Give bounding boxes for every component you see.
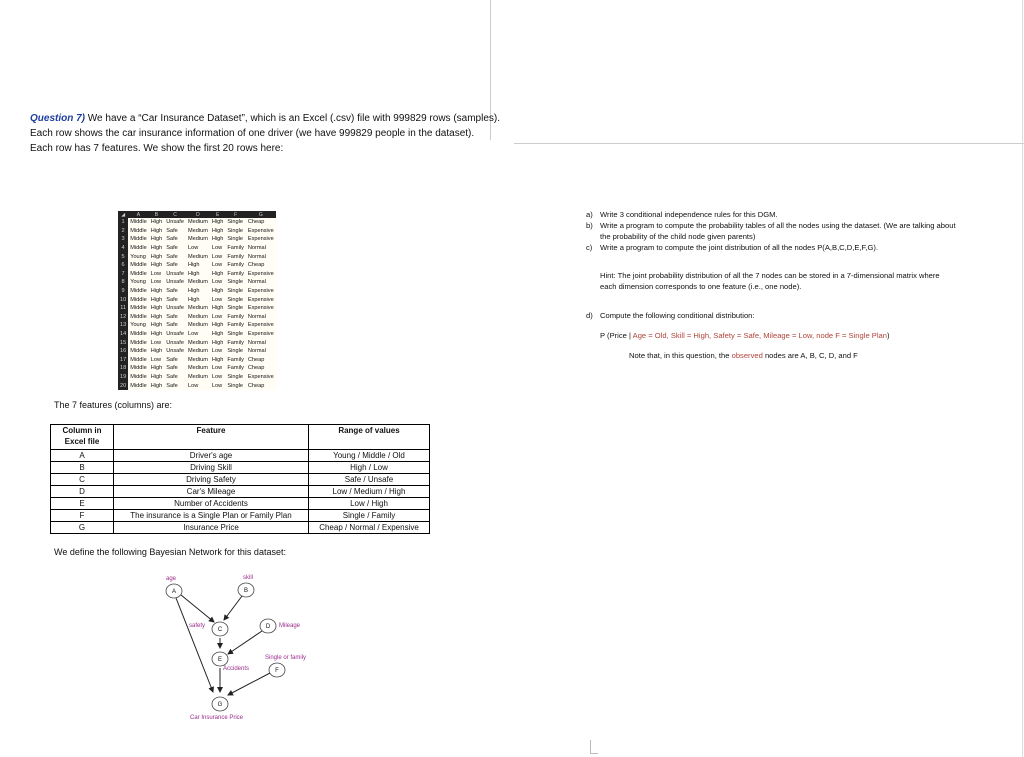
column-header: D [186, 211, 210, 218]
table-row [118, 270, 276, 279]
cell: High [150, 288, 163, 295]
cell: High [211, 236, 224, 243]
cell: High [187, 296, 200, 303]
cell: High [187, 262, 200, 269]
table-row [118, 235, 276, 244]
cell: Single [227, 373, 243, 380]
row-number: 3 [118, 235, 128, 244]
cell: Middle [130, 382, 147, 389]
row-number: 14 [120, 331, 127, 338]
cell: Single [227, 331, 243, 338]
cell: Young [130, 253, 146, 260]
cell: Low [150, 339, 161, 346]
cell: Unsafe [166, 279, 184, 286]
cell: Family [227, 245, 244, 252]
cell: High [211, 227, 224, 234]
table-row [118, 313, 276, 322]
cell: C [51, 474, 114, 486]
cell: Middle [130, 236, 147, 243]
table-row [118, 218, 276, 227]
row-number: 6 [118, 261, 128, 270]
features-table [50, 424, 430, 534]
cell: F [51, 510, 114, 522]
item-label: b) [586, 221, 593, 230]
cell: Family [227, 270, 244, 277]
cell: Low [211, 373, 223, 380]
column-header: Feature [114, 425, 309, 450]
edge-a-c [181, 595, 214, 622]
cell: Medium [187, 373, 208, 380]
cell: Family [227, 365, 244, 372]
column-header: B [149, 211, 165, 218]
cell: High / Low [309, 462, 430, 474]
table-row [118, 278, 276, 287]
row-number: 8 [118, 278, 128, 287]
cell: High [211, 356, 224, 363]
cell: Safe [166, 262, 178, 269]
cell: Medium [187, 339, 208, 346]
cell: Cheap [247, 382, 265, 389]
cell: Safe [166, 253, 178, 260]
cell: High [211, 305, 224, 312]
cell: High [150, 296, 163, 303]
cell: Middle [130, 227, 147, 234]
cell: Single [227, 219, 243, 226]
cell: Unsafe [166, 270, 184, 277]
single-family-label: Single or family [265, 655, 307, 661]
row-number: 17 [120, 356, 127, 363]
cell: Middle [130, 339, 147, 346]
cell: High [150, 245, 163, 252]
cell: Low [211, 262, 223, 269]
corner-mark [590, 753, 598, 754]
cell: Medium [187, 322, 208, 329]
cell: Medium [187, 305, 208, 312]
table-row [118, 244, 276, 253]
corner-mark [590, 740, 591, 754]
cell: Family [227, 356, 244, 363]
table-row [51, 474, 430, 486]
cell: Low / High [309, 498, 430, 510]
node-e-label: E [217, 657, 223, 663]
table-row [118, 321, 276, 330]
row-number: 2 [118, 227, 128, 236]
row-number: 20 [120, 382, 127, 389]
cell: Expensive [247, 322, 274, 329]
cell: Expensive [247, 373, 274, 380]
cell: Expensive [247, 227, 274, 234]
cell: Middle [130, 313, 147, 320]
row-number: 4 [118, 244, 128, 253]
cell: Medium [187, 313, 208, 320]
cell: High [187, 270, 200, 277]
price-label: Car Insurance Price [190, 715, 244, 721]
cell: E [51, 498, 114, 510]
table-row [51, 498, 430, 510]
cell: Family [227, 313, 244, 320]
cell: Medium [187, 279, 208, 286]
table-row [51, 510, 430, 522]
cell: Safe [166, 313, 178, 320]
cell: High [150, 322, 163, 329]
node-b-label: B [243, 588, 249, 594]
cell: High [150, 331, 163, 338]
cell: Single [227, 348, 243, 355]
cell: Safe [166, 365, 178, 372]
table-row [118, 227, 276, 236]
accidents-label: Accidents [223, 666, 250, 672]
cell: Cheap [247, 219, 265, 226]
cell: Low [211, 382, 223, 389]
cell: D [51, 486, 114, 498]
row-number: 11 [118, 304, 128, 313]
question-d: Compute the following conditional distribution: [600, 311, 755, 320]
cell: Expensive [247, 288, 274, 295]
cell: Single [227, 279, 243, 286]
row-number: 16 [120, 348, 127, 355]
cell: Low [211, 365, 223, 372]
cell: Low [211, 313, 223, 320]
question-a: Write 3 conditional independence rules for this DGM. [600, 210, 778, 219]
cell: High [150, 236, 163, 243]
cell: Cheap [247, 365, 265, 372]
cell: Young [130, 279, 146, 286]
cell: Single [227, 227, 243, 234]
cell: Normal [247, 339, 266, 346]
table-row [118, 295, 276, 304]
cell: Unsafe [166, 339, 184, 346]
cell: Middle [130, 245, 147, 252]
cell: Family [227, 262, 244, 269]
cell: Safe [166, 373, 178, 380]
cell: Low [150, 279, 161, 286]
cell: Safe [166, 245, 178, 252]
cell: High [150, 253, 163, 260]
cell: Cheap [247, 356, 265, 363]
cell: High [211, 339, 224, 346]
cell: Middle [130, 262, 147, 269]
page-edge [1022, 0, 1023, 757]
cell: High [211, 270, 224, 277]
mileage-label: Mileage [279, 623, 301, 629]
table-row [51, 462, 430, 474]
cell: Medium [187, 236, 208, 243]
cell: Family [227, 322, 244, 329]
intro-line: Each row has 7 features. We show the first 20 rows here: [30, 143, 284, 154]
cell: Number of Accidents [114, 498, 309, 510]
cell: Medium [187, 219, 208, 226]
cell: Expensive [247, 270, 274, 277]
cell: Middle [130, 270, 147, 277]
cell: Car's Mileage [114, 486, 309, 498]
cell: Medium [187, 253, 208, 260]
column-header: A [128, 211, 148, 218]
cell: High [211, 322, 224, 329]
column-header: Column in Excel file [51, 425, 114, 450]
cell: Low / Medium / High [309, 486, 430, 498]
cell: Driving Skill [114, 462, 309, 474]
questions-panel [586, 209, 956, 361]
question-c: Write a program to compute the joint distribution of all the nodes P(A,B,C,D,E,F,G). [600, 243, 878, 252]
cell: Medium [187, 227, 208, 234]
cell: High [150, 227, 163, 234]
features-caption: The 7 features (columns) are: [54, 400, 173, 410]
cell: Safe [166, 288, 178, 295]
table-row [118, 330, 276, 339]
cell: Young / Middle / Old [309, 450, 430, 462]
column-header: Range of values [309, 425, 430, 450]
corner-cell: ◢ [118, 211, 128, 218]
cell: Middle [130, 219, 147, 226]
cell: Low [211, 253, 223, 260]
item-label: c) [586, 243, 593, 252]
cell: High [187, 288, 200, 295]
cell: Unsafe [166, 305, 184, 312]
cell: Single [227, 296, 243, 303]
cell: High [150, 382, 163, 389]
node-g-label: G [217, 702, 223, 708]
cell: Unsafe [166, 348, 184, 355]
cell: Middle [130, 356, 147, 363]
cell: Normal [247, 245, 266, 252]
cell: Low [211, 279, 223, 286]
cell: Expensive [247, 236, 274, 243]
cell: Middle [130, 365, 147, 372]
cell: Safe / Unsafe [309, 474, 430, 486]
cell: Safe [166, 356, 178, 363]
table-row [118, 373, 276, 382]
question-label: Question 7) [30, 113, 86, 124]
table-row [118, 338, 276, 347]
cell: Low [150, 356, 161, 363]
bayesian-network-diagram [150, 570, 330, 730]
table-row [118, 287, 276, 296]
cell: Medium [187, 348, 208, 355]
edge-f-g [228, 673, 270, 695]
cell: Middle [130, 296, 147, 303]
column-header: C [164, 211, 186, 218]
table-row [51, 522, 430, 534]
cell: Insurance Price [114, 522, 309, 534]
cell: Single [227, 288, 243, 295]
cell: Middle [130, 288, 147, 295]
cell: B [51, 462, 114, 474]
question-intro [30, 111, 510, 156]
cell: Single [227, 382, 243, 389]
cell: High [150, 313, 163, 320]
cell: Single [227, 236, 243, 243]
cell: Expensive [247, 305, 274, 312]
header-row [118, 211, 276, 218]
cell: High [211, 288, 224, 295]
column-header: E [210, 211, 226, 218]
cell: High [150, 373, 163, 380]
cell: Expensive [247, 331, 274, 338]
age-label: age [166, 576, 177, 582]
cell: Cheap / Normal / Expensive [309, 522, 430, 534]
cell: Driver's age [114, 450, 309, 462]
cell: Low [211, 245, 223, 252]
cell: Safe [166, 296, 178, 303]
cell: Driving Safety [114, 474, 309, 486]
row-number: 13 [120, 322, 127, 329]
cell: Normal [247, 313, 266, 320]
cell: Safe [166, 382, 178, 389]
skill-label: skill [243, 575, 253, 581]
cell: Normal [247, 253, 266, 260]
cell: Low [187, 331, 199, 338]
edge-b-c [224, 596, 242, 620]
edge-a-g [176, 598, 213, 692]
cell: Medium [187, 356, 208, 363]
cell: Normal [247, 348, 266, 355]
row-number: 5 [118, 252, 128, 261]
cell: The insurance is a Single Plan or Family Plan [114, 510, 309, 522]
cell: High [211, 331, 224, 338]
item-label: a) [586, 210, 593, 219]
cell: Medium [187, 365, 208, 372]
node-d-label: D [265, 624, 271, 630]
observed-note: Note that, in this question, the observed nodes are A, B, C, D, and F [629, 351, 858, 360]
cell: Middle [130, 305, 147, 312]
table-row [118, 261, 276, 270]
cell: A [51, 450, 114, 462]
divider-horizontal [514, 143, 1024, 144]
cell: High [150, 219, 163, 226]
cell: High [150, 305, 163, 312]
cell: Family [227, 339, 244, 346]
cell: Single / Family [309, 510, 430, 522]
row-number: 19 [120, 373, 127, 380]
cell: Low [150, 270, 161, 277]
table-row [118, 364, 276, 373]
cell: Middle [130, 348, 147, 355]
formula: P (Price | Age = Old, Skill = High, Safety = Safe, Mileage = Low, node F = Single Plan) [600, 331, 890, 340]
cell: Safe [166, 227, 178, 234]
question-b: Write a program to compute the probability tables of all the nodes using the dataset. (We are talking about the probability of the child node given parents) [600, 221, 956, 241]
cell: High [150, 365, 163, 372]
row-number: 7 [118, 270, 128, 279]
cell: Expensive [247, 296, 274, 303]
cell: Safe [166, 236, 178, 243]
cell: G [51, 522, 114, 534]
row-number: 1 [118, 218, 128, 227]
table-row [118, 381, 276, 390]
row-number: 9 [118, 287, 128, 296]
cell: Unsafe [166, 219, 184, 226]
table-row [118, 356, 276, 365]
cell: Cheap [247, 262, 265, 269]
network-caption: We define the following Bayesian Network for this dataset: [54, 547, 286, 557]
cell: Family [227, 253, 244, 260]
cell: Young [130, 322, 146, 329]
cell: High [211, 219, 224, 226]
cell: High [150, 348, 163, 355]
table-row [51, 486, 430, 498]
table-row [51, 450, 430, 462]
dataset-preview-table [118, 211, 276, 390]
row-number: 18 [120, 365, 127, 372]
cell: Low [187, 382, 199, 389]
item-label: d) [586, 311, 593, 320]
cell: Low [211, 296, 223, 303]
edge-d-e [228, 631, 262, 654]
cell: Middle [130, 331, 147, 338]
cell: Low [211, 348, 223, 355]
row-number: 15 [120, 339, 127, 346]
table-row [118, 347, 276, 356]
node-a-label: A [171, 589, 177, 595]
table-row [118, 252, 276, 261]
intro-line: We have a “Car Insurance Dataset”, which is an Excel (.csv) file with 999829 rows (samples). [85, 113, 500, 124]
cell: Safe [166, 322, 178, 329]
node-c-label: C [217, 627, 223, 633]
node-f-label: F [275, 668, 279, 674]
cell: Unsafe [166, 331, 184, 338]
cell: Middle [130, 373, 147, 380]
header-row [51, 425, 430, 450]
table-row [118, 304, 276, 313]
cell: Low [187, 245, 199, 252]
row-number: 12 [120, 313, 127, 320]
hint-text: Hint: The joint probability distribution of all the 7 nodes can be stored in a 7-dimensional matrix where each dimension corresponds to one feature (i.e., one node). [600, 271, 940, 291]
cell: Normal [247, 279, 266, 286]
cell: High [150, 262, 163, 269]
column-header: G [246, 211, 276, 218]
intro-line: Each row shows the car insurance information of one driver (we have 999829 people in the dataset). [30, 128, 475, 139]
safety-label: safety [189, 623, 206, 629]
row-number: 10 [120, 296, 127, 303]
column-header: F [225, 211, 245, 218]
cell: Single [227, 305, 243, 312]
